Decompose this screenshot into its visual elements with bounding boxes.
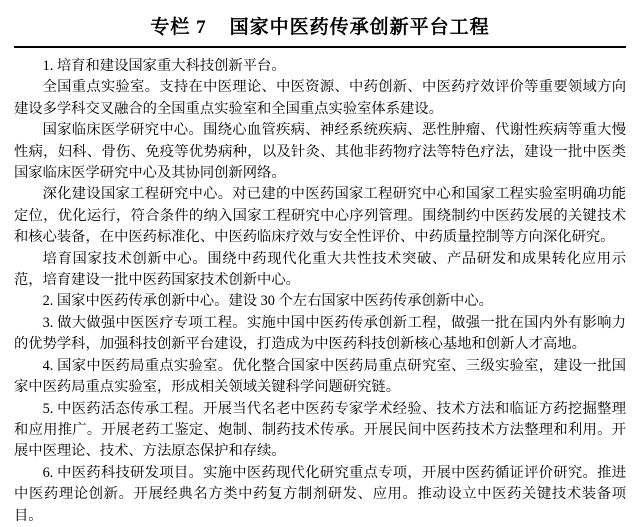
paragraph: 3. 做大做强中医医疗专项工程。实施中国中医药传承创新工程，做强一批在国内外有影响力的优势学科，加强科技创新平台建设，打造成为中医药科技创新核心基地和创新人才高地。 [14,314,626,353]
title-block [14,6,626,48]
paragraph: 2. 国家中医药传承创新中心。建设 30 个左右国家中医药传承创新中心。 [42,293,493,310]
paragraph: 培育国家技术创新中心。围绕中药现代化重大共性技术突破、产品研发和成果转化应用示范，培育建设一批中医药国家技术创新中心。 [14,250,626,289]
paragraph: 国家临床医学研究中心。围绕心血管疾病、神经系统疾病、恶性肿瘤、代谢性疾病等重大慢性病，妇科、骨伤、免疫等优势病种，以及针灸、其他非药物疗法等特色疗法，建设一批中医类国家临床医学研究中心及其协同创新网络。 [14,122,626,182]
document-body [14,56,626,527]
paragraph: 4. 国家中医药局重点实验室。优化整合国家中医药局重点研究室、三级实验室，建设一批国家中医药局重点实验室，形成相关领域关键科学问题研究链。 [14,357,626,396]
page-title: 专栏 7 国家中医药传承创新平台工程 [150,17,490,38]
paragraph: 5. 中医药活态传承工程。开展当代名老中医药专家学术经验、技术方法和临证方药挖掘整理和应用推广。开展老药工鉴定、炮制、制药技术传承。开展民间中医药技术方法整理和利用。开展中医理论、技术、方法原态保护和存续。 [14,400,626,460]
paragraph: 6. 中医药科技研发项目。实施中医药现代化研究重点专项，开展中医药循证评价研究。推进中医药理论创新。开展经典名方类中药复方制剂研发、应用。推动设立中医药关键技术装备项目。 [14,464,626,524]
paragraph: 全国重点实验室。支持在中医理论、中医资源、中药创新、中医药疗效评价等重要领域方向建设多学科交叉融合的全国重点实验室和全国重点实验室体系建设。 [14,79,626,117]
paragraph: 1. 培育和建设国家重大科技创新平台。 [42,58,286,74]
paragraph: 深化建设国家工程研究中心。对已建的中医药国家工程研究中心和国家工程实验室明确功能定位，优化运行，符合条件的纳入国家工程研究中心序列管理。围绕制约中医药发展的关键技术和核心装备，在中医药标准化、中医药临床疗效与安全性评价、中药质量控制等方向深化研究。 [14,186,626,246]
